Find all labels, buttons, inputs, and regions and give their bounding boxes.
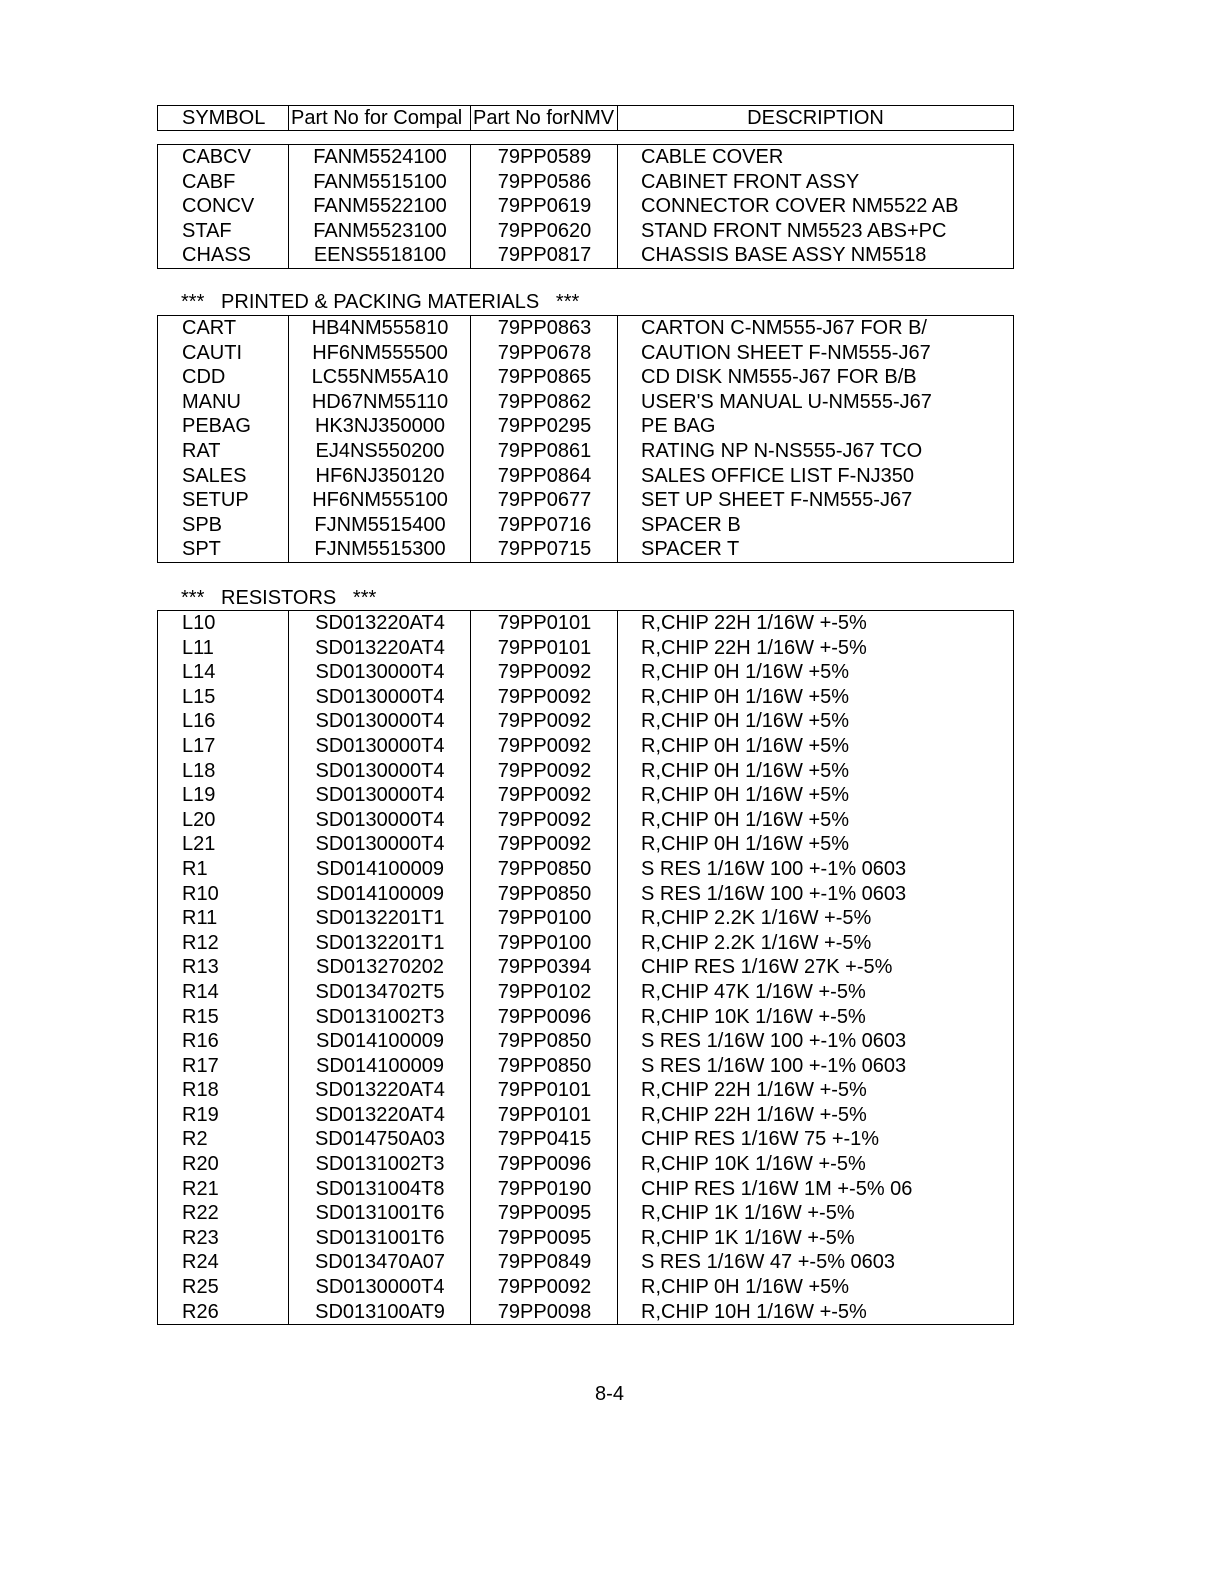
- cell-description: USER'S MANUAL U-NM555-J67: [641, 390, 932, 413]
- cell-description: R,CHIP 2.2K 1/16W +-5%: [641, 907, 872, 930]
- cell-part-no-compal: SD0130000T4: [315, 759, 445, 782]
- cell-description: R,CHIP 10K 1/16W +-5%: [641, 1153, 866, 1176]
- cell-description: CAUTION SHEET F-NM555-J67: [641, 341, 931, 364]
- cell-part-no-nmv: 79PP0100: [497, 931, 592, 954]
- cell-symbol: L16: [182, 710, 216, 733]
- cell-part-no-nmv: 79PP0863: [497, 317, 592, 339]
- table-row: [158, 1054, 1013, 1079]
- cell-symbol: R1: [182, 857, 208, 880]
- cell-description: R,CHIP 0H 1/16W +5%: [641, 661, 850, 684]
- cell-symbol: R24: [182, 1251, 219, 1274]
- cell-description: STAND FRONT NM5523 ABS+PC: [641, 219, 947, 242]
- cell-part-no-compal: HF6NM555100: [312, 489, 448, 512]
- table-row: [158, 513, 1013, 538]
- cell-symbol: CABCV: [182, 146, 251, 168]
- cell-part-no-compal: FANM5523100: [313, 219, 447, 242]
- stars-left: ***: [181, 587, 205, 609]
- cell-symbol: R17: [182, 1054, 219, 1077]
- cell-part-no-nmv: 79PP0850: [497, 857, 592, 880]
- cell-part-no-nmv: 79PP0092: [497, 734, 592, 757]
- cell-part-no-compal: SD0130000T4: [315, 808, 445, 831]
- cell-part-no-compal: SD0131001T6: [315, 1226, 445, 1249]
- cell-part-no-compal: SD014100009: [316, 857, 444, 880]
- resistors-table: [157, 610, 1014, 1325]
- cell-part-no-nmv: 79PP0864: [497, 464, 592, 487]
- cell-part-no-nmv: 79PP0849: [497, 1251, 592, 1274]
- cell-part-no-compal: SD0131002T3: [315, 1153, 445, 1176]
- cell-part-no-compal: SD014750A03: [314, 1128, 446, 1151]
- cell-part-no-compal: SD0132201T1: [315, 907, 445, 930]
- table-row: [158, 808, 1013, 833]
- cell-symbol: SPB: [182, 513, 223, 536]
- cell-symbol: R11: [182, 907, 218, 930]
- cell-description: SALES OFFICE LIST F-NJ350: [641, 464, 915, 487]
- cell-description: SPACER T: [641, 538, 740, 561]
- cell-part-no-nmv: 79PP0092: [497, 833, 592, 856]
- cell-description: CHASSIS BASE ASSY NM5518: [641, 244, 927, 267]
- section-heading: PRINTED & PACKING MATERIALS: [221, 291, 540, 313]
- cell-part-no-nmv: 79PP0861: [497, 439, 592, 462]
- cell-part-no-compal: SD014100009: [316, 1054, 444, 1077]
- header-part-no-nmv: Part No forNMV: [473, 107, 615, 129]
- cell-part-no-compal: SD0130000T4: [315, 661, 445, 684]
- cell-part-no-compal: SD0130000T4: [315, 1276, 445, 1299]
- cell-part-no-nmv: 79PP0415: [497, 1128, 592, 1151]
- cell-part-no-compal: SD013220AT4: [315, 1079, 445, 1102]
- cell-symbol: CDD: [182, 366, 226, 389]
- table-row: [158, 537, 1013, 562]
- cell-part-no-nmv: 79PP0850: [497, 1054, 592, 1077]
- printed-packing-table: [157, 315, 1014, 563]
- cell-description: R,CHIP 22H 1/16W +-5%: [641, 612, 867, 634]
- cell-description: CABINET FRONT ASSY: [641, 170, 860, 193]
- cell-part-no-compal: SD014100009: [316, 1030, 444, 1053]
- cell-part-no-compal: SD0130000T4: [315, 784, 445, 807]
- table-row: [158, 1201, 1013, 1226]
- cell-part-no-nmv: 79PP0100: [497, 907, 592, 930]
- cell-description: SPACER B: [641, 513, 741, 536]
- cell-part-no-compal: SD0130000T4: [315, 710, 445, 733]
- cell-symbol: SPT: [182, 538, 221, 561]
- cell-part-no-nmv: 79PP0095: [497, 1202, 592, 1225]
- cell-description: R,CHIP 47K 1/16W +-5%: [641, 980, 866, 1003]
- cell-part-no-nmv: 79PP0101: [497, 1103, 592, 1126]
- cell-description: CONNECTOR COVER NM5522 AB: [641, 195, 959, 218]
- stars-left: ***: [181, 291, 205, 313]
- cell-part-no-compal: SD013100AT9: [315, 1300, 445, 1323]
- cell-part-no-compal: SD0132201T1: [315, 931, 445, 954]
- cell-part-no-nmv: 79PP0092: [497, 808, 592, 831]
- table-row: [158, 414, 1013, 439]
- cell-part-no-compal: FANM5522100: [313, 195, 447, 218]
- cell-part-no-compal: SD014100009: [316, 882, 444, 905]
- cell-part-no-nmv: 79PP0716: [497, 513, 592, 536]
- cell-symbol: SALES: [182, 464, 247, 487]
- table-row: [158, 488, 1013, 513]
- table-row: [158, 1127, 1013, 1152]
- cell-part-no-nmv: 79PP0862: [497, 390, 592, 413]
- cell-symbol: CHASS: [182, 244, 251, 267]
- cell-symbol: R19: [182, 1103, 219, 1126]
- cell-part-no-compal: SD0130000T4: [315, 833, 445, 856]
- cell-part-no-compal: HK3NJ350000: [314, 415, 446, 438]
- header-description: DESCRIPTION: [747, 107, 884, 129]
- table-row: [158, 1152, 1013, 1177]
- cell-symbol: CABF: [182, 170, 236, 193]
- table-row: [158, 759, 1013, 784]
- table-row: [158, 783, 1013, 808]
- cell-description: R,CHIP 22H 1/16W +-5%: [641, 1103, 867, 1126]
- cell-part-no-compal: SD013220AT4: [315, 1103, 445, 1126]
- cell-symbol: L18: [182, 759, 216, 782]
- cell-symbol: R10: [182, 882, 219, 905]
- cell-part-no-nmv: 79PP0715: [497, 538, 592, 561]
- cell-part-no-nmv: 79PP0865: [497, 366, 592, 389]
- cell-description: R,CHIP 0H 1/16W +5%: [641, 710, 850, 733]
- cell-part-no-compal: SD0131004T8: [315, 1177, 445, 1200]
- table-row: [158, 1029, 1013, 1054]
- cell-part-no-nmv: 79PP0092: [497, 784, 592, 807]
- cell-part-no-nmv: 79PP0101: [497, 636, 592, 659]
- cell-part-no-compal: FANM5524100: [313, 146, 447, 168]
- cell-part-no-compal: FJNM5515400: [314, 513, 446, 536]
- table-row: [158, 980, 1013, 1005]
- page-number: 8-4: [595, 1383, 624, 1405]
- cell-part-no-nmv: 79PP0620: [497, 219, 592, 242]
- section-title-resistors: [181, 586, 376, 610]
- cell-part-no-compal: EJ4NS550200: [315, 439, 445, 462]
- cell-description: CARTON C-NM555-J67 FOR B/: [641, 317, 927, 339]
- cell-description: R,CHIP 0H 1/16W +5%: [641, 734, 850, 757]
- cell-part-no-nmv: 79PP0394: [497, 956, 592, 979]
- table-row: [158, 243, 1013, 268]
- cell-description: R,CHIP 22H 1/16W +-5%: [641, 1079, 867, 1102]
- cell-part-no-compal: SD0131001T6: [315, 1202, 445, 1225]
- cell-description: S RES 1/16W 47 +-5% 0603: [641, 1251, 896, 1274]
- header-row: [158, 106, 1013, 130]
- cell-description: R,CHIP 22H 1/16W +-5%: [641, 636, 867, 659]
- cell-part-no-nmv: 79PP0092: [497, 710, 592, 733]
- cell-symbol: L15: [182, 685, 216, 708]
- cell-part-no-nmv: 79PP0190: [497, 1177, 592, 1200]
- cell-part-no-compal: SD0131002T3: [315, 1005, 445, 1028]
- table-row: [158, 685, 1013, 710]
- cell-part-no-nmv: 79PP0101: [497, 1079, 592, 1102]
- cell-part-no-compal: SD0130000T4: [315, 685, 445, 708]
- cell-part-no-compal: SD013220AT4: [315, 636, 445, 659]
- cell-part-no-nmv: 79PP0850: [497, 1030, 592, 1053]
- cell-symbol: L21: [182, 833, 216, 856]
- cell-description: CD DISK NM555-J67 FOR B/B: [641, 366, 917, 389]
- cell-description: PE BAG: [641, 415, 716, 438]
- cell-part-no-nmv: 79PP0817: [497, 244, 592, 267]
- cell-description: R,CHIP 1K 1/16W +-5%: [641, 1226, 855, 1249]
- cell-symbol: L10: [182, 612, 216, 634]
- cell-symbol: R26: [182, 1300, 219, 1323]
- table-row: [158, 439, 1013, 464]
- cell-part-no-nmv: 79PP0095: [497, 1226, 592, 1249]
- table-row: [158, 611, 1013, 636]
- cell-description: S RES 1/16W 100 +-1% 0603: [641, 1030, 907, 1053]
- stars-right: ***: [352, 587, 377, 609]
- cell-part-no-compal: SD0134702T5: [315, 980, 445, 1003]
- table-row: [158, 219, 1013, 244]
- cell-symbol: R16: [182, 1030, 219, 1053]
- cell-description: CABLE COVER: [641, 146, 784, 168]
- cell-symbol: L19: [182, 784, 216, 807]
- section-title-printed-packing: [181, 290, 579, 314]
- table-row: [158, 170, 1013, 195]
- cell-description: R,CHIP 0H 1/16W +5%: [641, 833, 850, 856]
- cell-part-no-compal: LC55NM55A10: [311, 366, 449, 389]
- cell-symbol: R21: [182, 1177, 219, 1200]
- cell-part-no-compal: HB4NM555810: [311, 317, 449, 339]
- table-row: [158, 464, 1013, 489]
- cell-part-no-compal: EENS5518100: [313, 244, 447, 267]
- cell-part-no-compal: SD013470A07: [314, 1251, 446, 1274]
- cell-description: S RES 1/16W 100 +-1% 0603: [641, 1054, 907, 1077]
- table-row: [158, 857, 1013, 882]
- cell-symbol: CART: [182, 317, 237, 339]
- table-row: [158, 636, 1013, 661]
- cell-description: CHIP RES 1/16W 75 +-1%: [641, 1128, 880, 1151]
- cell-description: CHIP RES 1/16W 1M +-5% 06: [641, 1177, 913, 1200]
- table-row: [158, 316, 1013, 341]
- cell-symbol: STAF: [182, 219, 232, 242]
- cell-part-no-nmv: 79PP0619: [497, 195, 592, 218]
- cell-part-no-nmv: 79PP0096: [497, 1153, 592, 1176]
- table-row: [158, 709, 1013, 734]
- table-row: [158, 931, 1013, 956]
- cell-symbol: L20: [182, 808, 216, 831]
- cell-part-no-nmv: 79PP0092: [497, 685, 592, 708]
- cell-description: SET UP SHEET F-NM555-J67: [641, 489, 913, 512]
- cell-description: R,CHIP 1K 1/16W +-5%: [641, 1202, 855, 1225]
- table-row: [158, 1250, 1013, 1275]
- cell-part-no-compal: SD013220AT4: [315, 612, 445, 634]
- cell-part-no-nmv: 79PP0850: [497, 882, 592, 905]
- table-row: [158, 1300, 1013, 1325]
- table-row: [158, 882, 1013, 907]
- cell-description: R,CHIP 0H 1/16W +5%: [641, 759, 850, 782]
- cell-symbol: CONCV: [182, 195, 255, 218]
- cell-symbol: R12: [182, 931, 219, 954]
- cell-symbol: R15: [182, 1005, 219, 1028]
- section-heading: RESISTORS: [221, 587, 337, 609]
- table-row: [158, 1275, 1013, 1300]
- cell-description: R,CHIP 0H 1/16W +5%: [641, 1276, 850, 1299]
- cell-part-no-nmv: 79PP0586: [497, 170, 592, 193]
- table-row: [158, 1078, 1013, 1103]
- stars-right: ***: [555, 291, 580, 313]
- cell-part-no-nmv: 79PP0096: [497, 1005, 592, 1028]
- cell-part-no-compal: HF6NJ350120: [315, 464, 445, 487]
- table-row: [158, 1103, 1013, 1128]
- cell-description: CHIP RES 1/16W 27K +-5%: [641, 956, 893, 979]
- cell-description: R,CHIP 0H 1/16W +5%: [641, 808, 850, 831]
- header-symbol: SYMBOL: [182, 107, 266, 129]
- table-row: [158, 955, 1013, 980]
- cell-symbol: R18: [182, 1079, 219, 1102]
- cell-symbol: R13: [182, 956, 219, 979]
- cell-part-no-compal: HD67NM55110: [311, 390, 449, 413]
- cell-symbol: RAT: [182, 439, 221, 462]
- cell-description: R,CHIP 2.2K 1/16W +-5%: [641, 931, 872, 954]
- table-row: [158, 832, 1013, 857]
- cell-symbol: R20: [182, 1153, 219, 1176]
- cell-description: R,CHIP 10K 1/16W +-5%: [641, 1005, 866, 1028]
- cell-part-no-nmv: 79PP0295: [497, 415, 592, 438]
- cell-part-no-compal: SD0130000T4: [315, 734, 445, 757]
- cell-part-no-nmv: 79PP0092: [497, 759, 592, 782]
- cell-symbol: R22: [182, 1202, 219, 1225]
- cell-part-no-compal: SD013270202: [316, 956, 444, 979]
- cell-description: R,CHIP 0H 1/16W +5%: [641, 685, 850, 708]
- table-row: [158, 734, 1013, 759]
- cell-part-no-nmv: 79PP0678: [497, 341, 592, 364]
- cell-part-no-compal: FJNM5515300: [314, 538, 446, 561]
- cell-part-no-compal: FANM5515100: [313, 170, 447, 193]
- cell-symbol: SETUP: [182, 489, 249, 512]
- cell-symbol: L14: [182, 661, 216, 684]
- cell-description: S RES 1/16W 100 +-1% 0603: [641, 882, 907, 905]
- cell-description: R,CHIP 0H 1/16W +5%: [641, 784, 850, 807]
- table-row: [158, 390, 1013, 415]
- cell-description: RATING NP N-NS555-J67 TCO: [641, 439, 923, 462]
- cell-description: S RES 1/16W 100 +-1% 0603: [641, 857, 907, 880]
- column-header-table: [157, 105, 1014, 131]
- table-row: [158, 1226, 1013, 1251]
- table-row: [158, 660, 1013, 685]
- table-row: [158, 365, 1013, 390]
- cell-part-no-nmv: 79PP0092: [497, 1276, 592, 1299]
- cell-symbol: R25: [182, 1276, 219, 1299]
- table-row: [158, 145, 1013, 170]
- header-part-no-compal: Part No for Compal: [291, 107, 463, 129]
- cell-symbol: R14: [182, 980, 219, 1003]
- cell-symbol: L11: [182, 636, 214, 659]
- table-row: [158, 341, 1013, 366]
- table-row: [158, 1005, 1013, 1030]
- cell-symbol: R23: [182, 1226, 219, 1249]
- cell-symbol: CAUTI: [182, 341, 242, 364]
- cell-symbol: R2: [182, 1128, 208, 1151]
- cell-symbol: MANU: [182, 390, 241, 413]
- cell-part-no-nmv: 79PP0102: [497, 980, 592, 1003]
- cell-description: R,CHIP 10H 1/16W +-5%: [641, 1300, 867, 1323]
- cell-part-no-nmv: 79PP0589: [497, 146, 592, 168]
- cell-symbol: L17: [182, 734, 216, 757]
- cell-part-no-compal: HF6NM555500: [312, 341, 448, 364]
- cell-part-no-nmv: 79PP0677: [497, 489, 592, 512]
- table-row: [158, 1177, 1013, 1202]
- table-row: [158, 194, 1013, 219]
- cell-part-no-nmv: 79PP0092: [497, 661, 592, 684]
- cabinet-parts-table: [157, 144, 1014, 269]
- cell-part-no-nmv: 79PP0101: [497, 612, 592, 634]
- cell-symbol: PEBAG: [182, 415, 251, 438]
- table-row: [158, 906, 1013, 931]
- cell-part-no-nmv: 79PP0098: [497, 1300, 592, 1323]
